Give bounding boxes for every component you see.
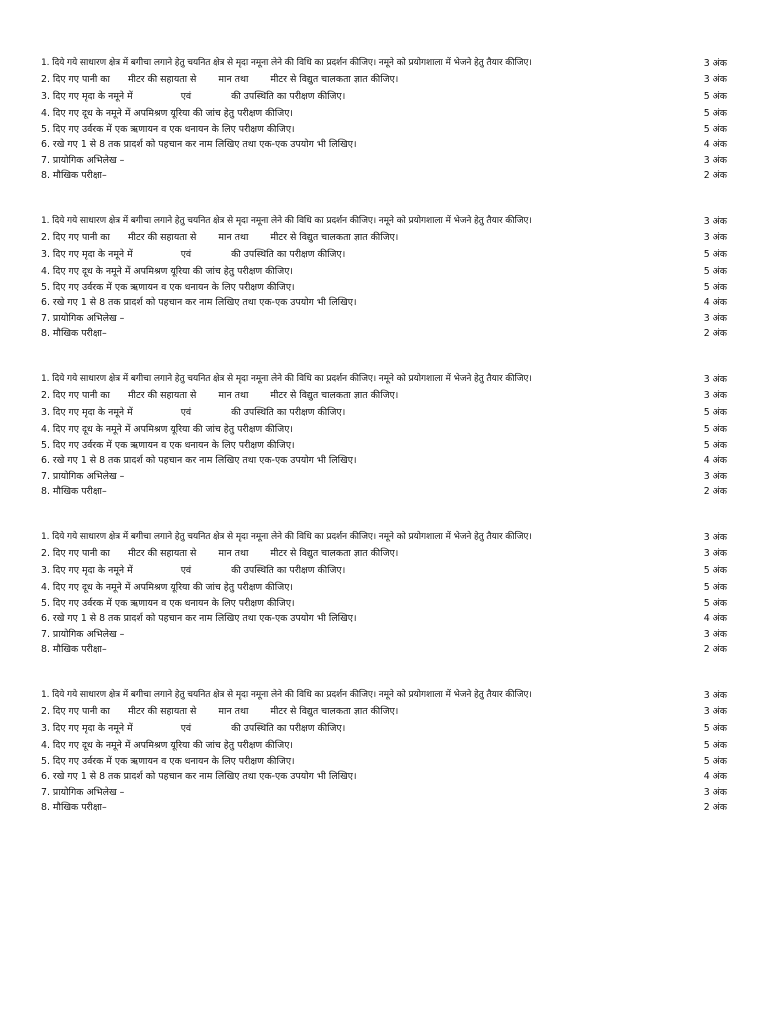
question-text	[41, 72, 398, 88]
question-text-part: 3. दिए गए मृदा के नमूने में	[41, 249, 133, 260]
question-text-part: एवं	[180, 565, 192, 576]
question-set-4	[41, 530, 727, 688]
marks-label: 5 अंक	[703, 424, 727, 435]
question-row-6	[41, 295, 727, 311]
question-text: 7. प्रायोगिक अभिलेख –	[41, 312, 125, 324]
question-row-2	[41, 72, 727, 88]
question-text-part: 2. दिए गए पानी का	[41, 547, 110, 559]
question-row-8	[41, 484, 727, 500]
question-row-8	[41, 642, 727, 658]
question-text: 1. दिये गये साधारण क्षेत्र में बगीचा लगाने हेतु चयनित क्षेत्र से मृदा नमूना लेने की विधि का प्रदर्शन कीजिए। नमूने को प्रयोगशाला में भेजने हेतु तैयार कीजिए।	[41, 58, 532, 68]
question-text	[41, 87, 345, 106]
marks-label: 2 अंक	[703, 486, 727, 497]
question-text: 7. प्रायोगिक अभिलेख –	[41, 786, 125, 798]
question-text: 6. रखे गए 1 से 8 तक प्रादर्श को पहचान कर नाम लिखिए तथा एक-एक उपयोग भी लिखिए।	[41, 455, 357, 466]
question-row-3	[41, 719, 727, 738]
question-text: 1. दिये गये साधारण क्षेत्र में बगीचा लगाने हेतु चयनित क्षेत्र से मृदा नमूना लेने की विधि का प्रदर्शन कीजिए। नमूने को प्रयोगशाला में भेजने हेतु तैयार कीजिए।	[41, 690, 532, 700]
question-text-part: मीटर की सहायता से	[127, 73, 197, 85]
question-text-part: मीटर की सहायता से	[127, 705, 197, 717]
question-row-3	[41, 87, 727, 106]
marks-label: 5 अंक	[703, 755, 727, 767]
marks-label: 3 अंक	[703, 470, 727, 482]
question-text-part: की उपस्थिति का परीक्षण कीजिए।	[231, 407, 346, 418]
question-text-part: मीटर से विद्युत चालकता ज्ञात कीजिए।	[270, 73, 399, 85]
marks-label: 2 अंक	[703, 802, 727, 813]
marks-label: 3 अंक	[703, 628, 727, 640]
question-text: 5. दिए गए उर्वरक में एक ऋणायन व एक धनायन के लिए परीक्षण कीजिए।	[41, 439, 295, 451]
question-text: 1. दिये गये साधारण क्षेत्र में बगीचा लगाने हेतु चयनित क्षेत्र से मृदा नमूना लेने की विधि का प्रदर्शन कीजिए। नमूने को प्रयोगशाला में भेजने हेतु तैयार कीजिए।	[41, 532, 532, 542]
question-text-part: मान तथा	[218, 705, 249, 717]
marks-label: 3 अंक	[703, 389, 727, 401]
question-row-5	[41, 280, 727, 296]
question-row-1	[41, 530, 727, 546]
marks-label: 3 अंक	[703, 312, 727, 324]
question-text-part: एवं	[180, 249, 192, 260]
question-text-part: 3. दिए गए मृदा के नमूने में	[41, 565, 133, 576]
marks-label: 3 अंक	[703, 58, 727, 69]
question-set-5	[41, 688, 727, 846]
question-text-part: 2. दिए गए पानी का	[41, 389, 110, 401]
question-text-part: 2. दिए गए पानी का	[41, 231, 110, 243]
marks-label: 3 अंक	[703, 216, 727, 227]
question-text: 6. रखे गए 1 से 8 तक प्रादर्श को पहचान कर नाम लिखिए तथा एक-एक उपयोग भी लिखिए।	[41, 771, 357, 782]
question-text-part: मीटर की सहायता से	[127, 547, 197, 559]
marks-label: 4 अंक	[703, 613, 727, 624]
question-row-6	[41, 769, 727, 785]
question-text-part: मीटर से विद्युत चालकता ज्ञात कीजिए।	[270, 231, 399, 243]
marks-label: 3 अंक	[703, 705, 727, 717]
question-text-part: मान तथा	[218, 547, 249, 559]
question-text: 8. मौखिक परीक्षा–	[41, 328, 107, 339]
question-text-part: मान तथा	[218, 73, 249, 85]
question-row-4	[41, 422, 727, 438]
question-text-part: मीटर से विद्युत चालकता ज्ञात कीजिए।	[270, 547, 399, 559]
question-text	[41, 546, 398, 562]
question-text-part: एवं	[180, 91, 192, 102]
question-row-8	[41, 326, 727, 342]
marks-label: 5 अंक	[703, 582, 727, 593]
question-text	[41, 561, 345, 580]
question-text: 5. दिए गए उर्वरक में एक ऋणायन व एक धनायन के लिए परीक्षण कीजिए।	[41, 281, 295, 293]
question-text: 7. प्रायोगिक अभिलेख –	[41, 154, 125, 166]
question-set-2	[41, 214, 727, 372]
marks-label: 4 अंक	[703, 297, 727, 308]
question-text-part: की उपस्थिति का परीक्षण कीजिए।	[231, 91, 346, 102]
marks-label: 2 अंक	[703, 170, 727, 181]
question-row-1	[41, 56, 727, 72]
marks-label: 5 अंक	[703, 108, 727, 119]
question-row-1	[41, 214, 727, 230]
question-row-5	[41, 122, 727, 138]
question-text: 7. प्रायोगिक अभिलेख –	[41, 628, 125, 640]
question-text-part: मीटर से विद्युत चालकता ज्ञात कीजिए।	[270, 389, 399, 401]
question-row-4	[41, 264, 727, 280]
question-row-4	[41, 738, 727, 754]
question-text: 4. दिए गए दूध के नमूने में अपमिश्रण यूरिया की जांच हेतु परीक्षण कीजिए।	[41, 740, 293, 751]
question-sheet	[41, 56, 727, 846]
question-text	[41, 388, 398, 404]
question-text: 4. दिए गए दूध के नमूने में अपमिश्रण यूरिया की जांच हेतु परीक्षण कीजिए।	[41, 582, 293, 593]
marks-label: 3 अंक	[703, 154, 727, 166]
question-row-7	[41, 785, 727, 801]
marks-label: 5 अंक	[703, 249, 727, 260]
question-text: 4. दिए गए दूध के नमूने में अपमिश्रण यूरिया की जांच हेतु परीक्षण कीजिए।	[41, 266, 293, 277]
question-text	[41, 719, 345, 738]
question-row-6	[41, 453, 727, 469]
question-text: 8. मौखिक परीक्षा–	[41, 802, 107, 813]
question-text: 6. रखे गए 1 से 8 तक प्रादर्श को पहचान कर नाम लिखिए तथा एक-एक उपयोग भी लिखिए।	[41, 613, 357, 624]
question-row-4	[41, 106, 727, 122]
question-row-6	[41, 137, 727, 153]
question-text-part: 2. दिए गए पानी का	[41, 73, 110, 85]
question-text-part: एवं	[180, 723, 192, 734]
question-text: 8. मौखिक परीक्षा–	[41, 644, 107, 655]
question-row-4	[41, 580, 727, 596]
question-text	[41, 230, 398, 246]
question-row-5	[41, 596, 727, 612]
question-text-part: 3. दिए गए मृदा के नमूने में	[41, 723, 133, 734]
question-text-part: मीटर की सहायता से	[127, 231, 197, 243]
question-row-3	[41, 245, 727, 264]
marks-label: 4 अंक	[703, 455, 727, 466]
question-row-8	[41, 168, 727, 184]
question-text: 8. मौखिक परीक्षा–	[41, 486, 107, 497]
question-text: 1. दिये गये साधारण क्षेत्र में बगीचा लगाने हेतु चयनित क्षेत्र से मृदा नमूना लेने की विधि का प्रदर्शन कीजिए। नमूने को प्रयोगशाला में भेजने हेतु तैयार कीजिए।	[41, 216, 532, 226]
question-text: 5. दिए गए उर्वरक में एक ऋणायन व एक धनायन के लिए परीक्षण कीजिए।	[41, 597, 295, 609]
marks-label: 2 अंक	[703, 644, 727, 655]
marks-label: 5 अंक	[703, 740, 727, 751]
question-set-3	[41, 372, 727, 530]
question-text: 8. मौखिक परीक्षा–	[41, 170, 107, 181]
question-text-part: की उपस्थिति का परीक्षण कीजिए।	[231, 723, 346, 734]
question-text-part: 2. दिए गए पानी का	[41, 705, 110, 717]
marks-label: 3 अंक	[703, 231, 727, 243]
question-row-7	[41, 469, 727, 485]
question-text-part: मीटर से विद्युत चालकता ज्ञात कीजिए।	[270, 705, 399, 717]
question-row-2	[41, 230, 727, 246]
marks-label: 5 अंक	[703, 565, 727, 576]
question-row-1	[41, 688, 727, 704]
question-row-7	[41, 627, 727, 643]
question-text-part: एवं	[180, 407, 192, 418]
question-text: 5. दिए गए उर्वरक में एक ऋणायन व एक धनायन के लिए परीक्षण कीजिए।	[41, 755, 295, 767]
question-row-7	[41, 153, 727, 169]
marks-label: 5 अंक	[703, 91, 727, 102]
question-text	[41, 245, 345, 264]
marks-label: 2 अंक	[703, 328, 727, 339]
question-text-part: 3. दिए गए मृदा के नमूने में	[41, 91, 133, 102]
marks-label: 3 अंक	[703, 73, 727, 85]
question-row-5	[41, 754, 727, 770]
question-row-3	[41, 561, 727, 580]
question-row-7	[41, 311, 727, 327]
marks-label: 3 अंक	[703, 690, 727, 701]
marks-label: 5 अंक	[703, 597, 727, 609]
question-text	[41, 704, 398, 720]
question-text-part: मान तथा	[218, 389, 249, 401]
question-row-6	[41, 611, 727, 627]
question-text-part: की उपस्थिति का परीक्षण कीजिए।	[231, 565, 346, 576]
marks-label: 3 अंक	[703, 786, 727, 798]
question-text: 1. दिये गये साधारण क्षेत्र में बगीचा लगाने हेतु चयनित क्षेत्र से मृदा नमूना लेने की विधि का प्रदर्शन कीजिए। नमूने को प्रयोगशाला में भेजने हेतु तैयार कीजिए।	[41, 374, 532, 384]
question-text: 6. रखे गए 1 से 8 तक प्रादर्श को पहचान कर नाम लिखिए तथा एक-एक उपयोग भी लिखिए।	[41, 297, 357, 308]
marks-label: 3 अंक	[703, 532, 727, 543]
marks-label: 5 अंक	[703, 439, 727, 451]
marks-label: 5 अंक	[703, 281, 727, 293]
question-text-part: की उपस्थिति का परीक्षण कीजिए।	[231, 249, 346, 260]
marks-label: 5 अंक	[703, 123, 727, 135]
question-row-1	[41, 372, 727, 388]
marks-label: 5 अंक	[703, 723, 727, 734]
question-text-part: मान तथा	[218, 231, 249, 243]
question-set-1	[41, 56, 727, 214]
marks-label: 3 अंक	[703, 374, 727, 385]
question-text: 7. प्रायोगिक अभिलेख –	[41, 470, 125, 482]
marks-label: 3 अंक	[703, 547, 727, 559]
question-text: 4. दिए गए दूध के नमूने में अपमिश्रण यूरिया की जांच हेतु परीक्षण कीजिए।	[41, 108, 293, 119]
question-row-3	[41, 403, 727, 422]
question-row-8	[41, 800, 727, 816]
marks-label: 4 अंक	[703, 139, 727, 150]
question-text-part: 3. दिए गए मृदा के नमूने में	[41, 407, 133, 418]
question-row-5	[41, 438, 727, 454]
question-text: 6. रखे गए 1 से 8 तक प्रादर्श को पहचान कर नाम लिखिए तथा एक-एक उपयोग भी लिखिए।	[41, 139, 357, 150]
question-text: 4. दिए गए दूध के नमूने में अपमिश्रण यूरिया की जांच हेतु परीक्षण कीजिए।	[41, 424, 293, 435]
marks-label: 5 अंक	[703, 407, 727, 418]
question-row-2	[41, 704, 727, 720]
marks-label: 4 अंक	[703, 771, 727, 782]
question-row-2	[41, 388, 727, 404]
question-text-part: मीटर की सहायता से	[127, 389, 197, 401]
question-text	[41, 403, 345, 422]
marks-label: 5 अंक	[703, 266, 727, 277]
question-text: 5. दिए गए उर्वरक में एक ऋणायन व एक धनायन के लिए परीक्षण कीजिए।	[41, 123, 295, 135]
question-row-2	[41, 546, 727, 562]
